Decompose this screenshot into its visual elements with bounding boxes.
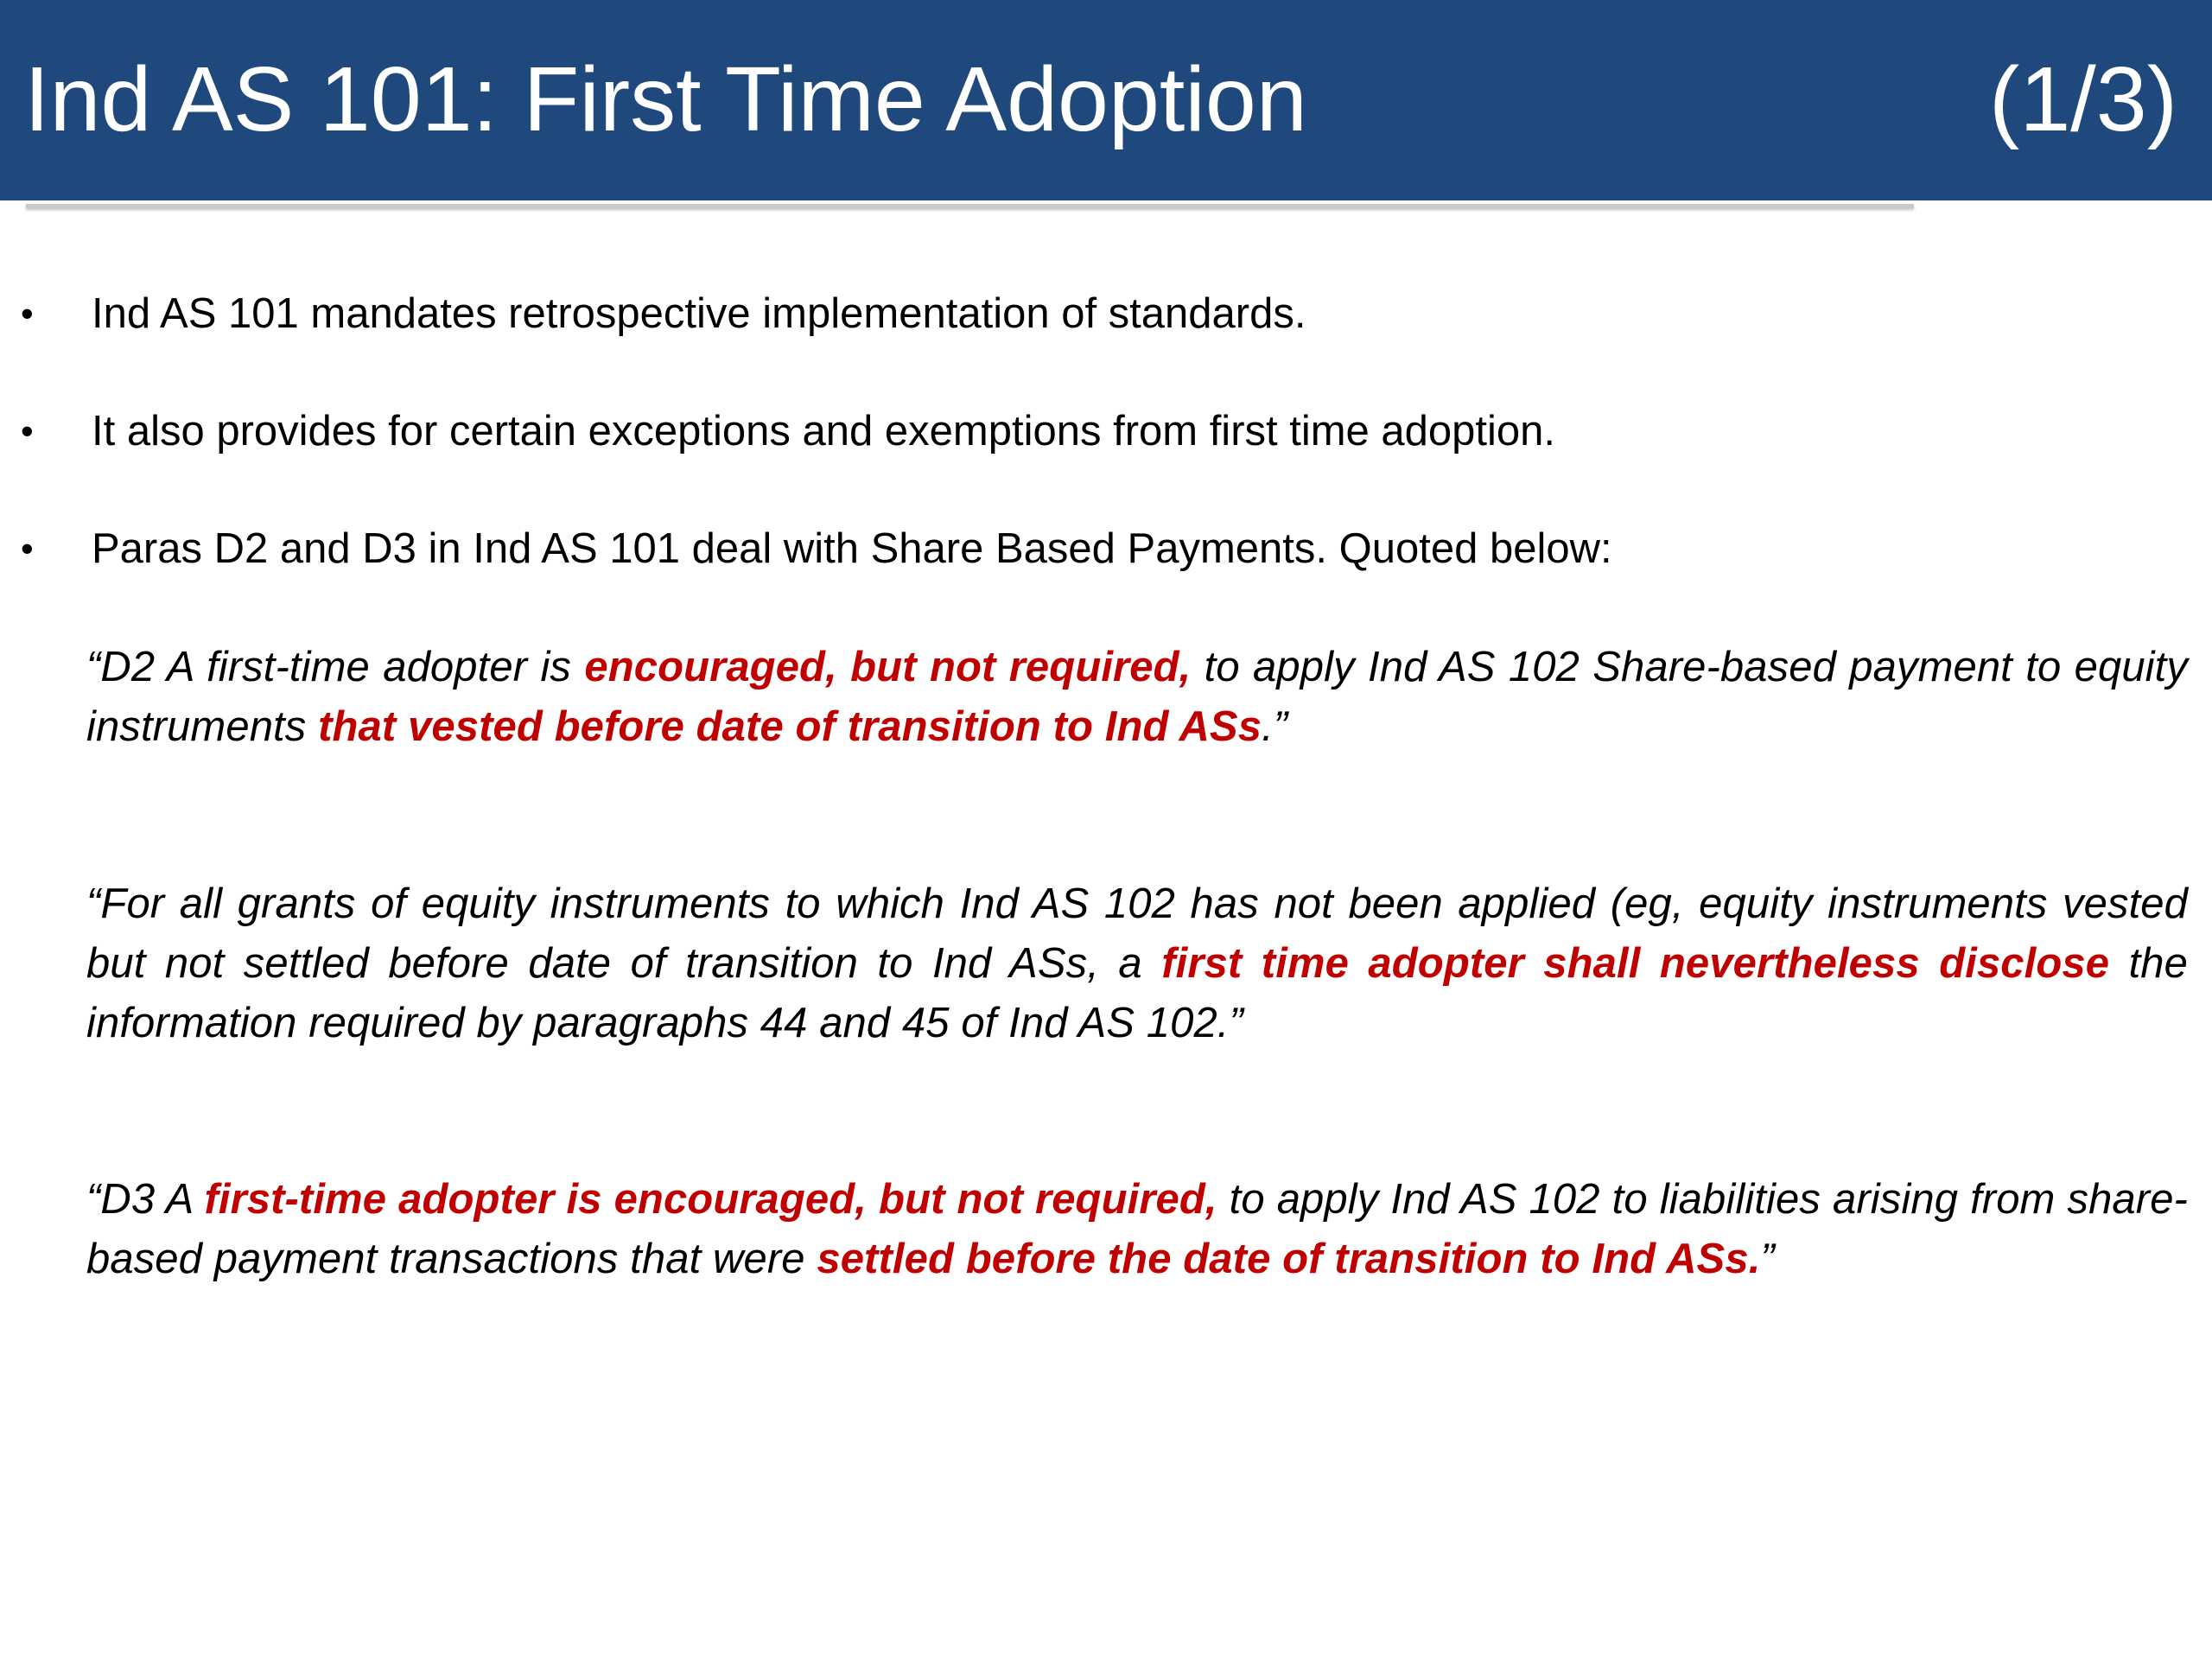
quote-highlight: that vested before date of transition to Ind ASs [318, 703, 1262, 750]
quote-segment: the information required by paragraphs 44 and 45 of Ind AS 102.” [86, 940, 2189, 1046]
quote-segment: “For all grants of equity instruments to which Ind AS 102 has not been applied (eg, equity instruments vested but not settled before date of transition to Ind ASs, a [86, 880, 2188, 987]
bullet-text: It also provides for certain exceptions and exemptions from first time adoption. [92, 408, 1556, 454]
quote-segment: “D2 A first-time adopter is [86, 644, 585, 690]
bullet-marker: • [21, 410, 34, 451]
quote-segment: to apply Ind AS 102 to liabilities arising from share-based payment transactions that were [86, 1176, 2188, 1282]
bullet-text: Ind AS 101 mandates retrospective implementation of standards. [92, 290, 1306, 337]
quote-highlight: encouraged, but not required, [584, 644, 1192, 690]
bullet-item [0, 283, 2212, 344]
quote-d2 [86, 638, 2188, 757]
quote-segment: ” [1760, 1236, 1775, 1282]
quote-segment: to apply Ind AS 102 Share-based payment to equity instruments [86, 644, 2188, 750]
bullet-marker: • [21, 528, 34, 569]
quote-d3 [86, 1170, 2188, 1289]
bullet-item [0, 401, 2212, 461]
quote-highlight: settled before the date of transition to Ind ASs. [817, 1236, 1761, 1282]
quote-segment: “D3 A [86, 1176, 205, 1223]
quote-highlight: first time adopter shall nevertheless disclose [1161, 940, 2110, 987]
page-title: Ind AS 101: First Time Adoption [24, 48, 1307, 150]
page-indicator: (1/3) [1989, 48, 2177, 150]
quote-segment: .” [1262, 703, 1288, 750]
title-divider [26, 204, 1914, 208]
bullet-marker: • [21, 293, 34, 334]
bullet-text: Paras D2 and D3 in Ind AS 101 deal with Share Based Payments. Quoted below: [92, 525, 1612, 572]
quote-highlight: first-time adopter is encouraged, but not required, [204, 1176, 1217, 1223]
bullet-item [0, 518, 2212, 579]
title-bar [0, 0, 2212, 200]
quote-disclosure [86, 874, 2188, 1053]
